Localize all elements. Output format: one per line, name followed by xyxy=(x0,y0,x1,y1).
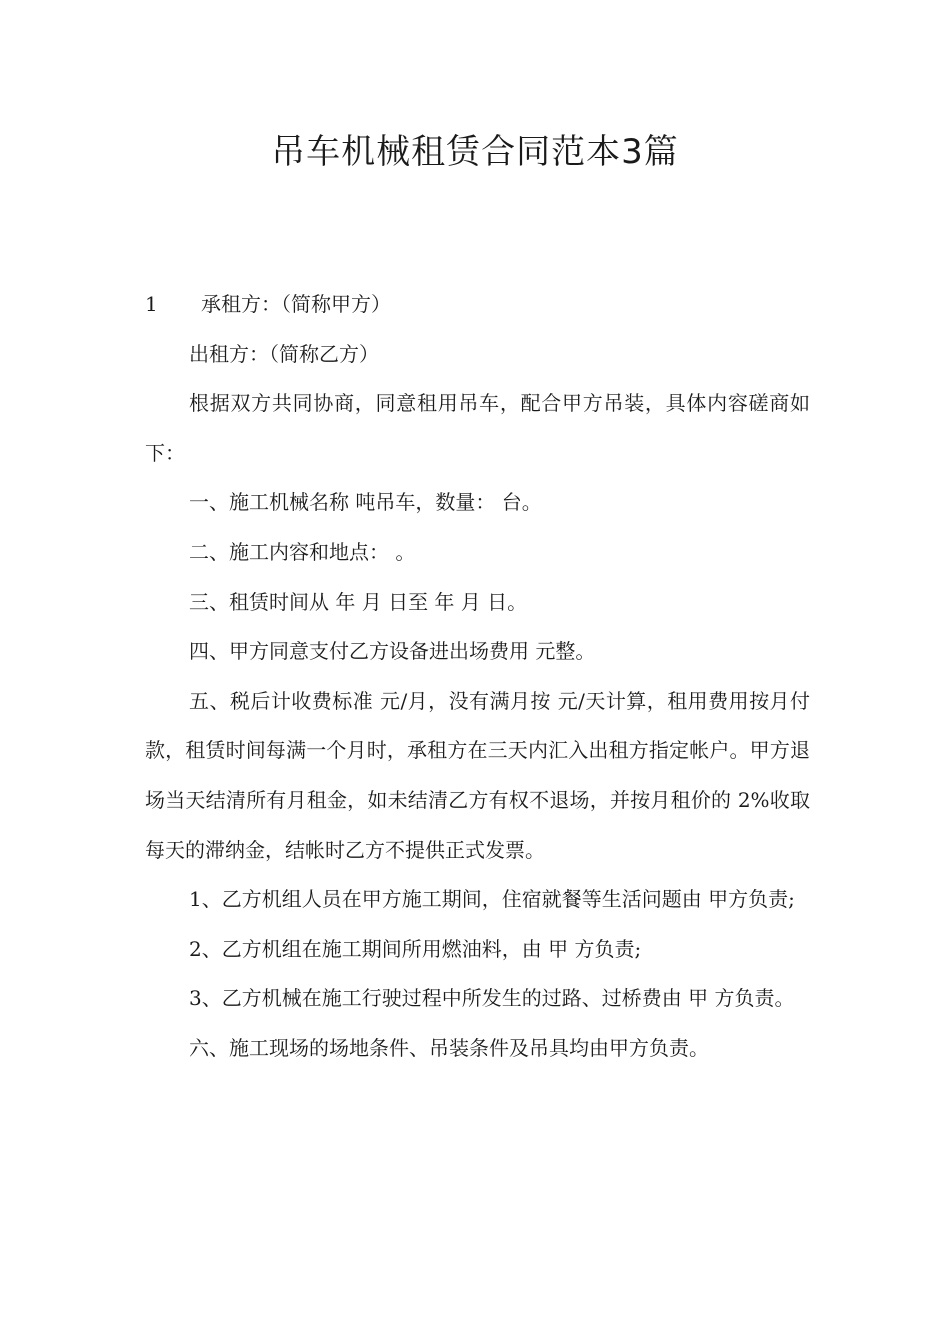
clause-6: 六、施工现场的场地条件、吊装条件及吊具均由甲方负责。 xyxy=(189,1035,709,1060)
clause-4: 四、甲方同意支付乙方设备进出场费用 元整。 xyxy=(189,639,596,664)
sub-clause-3: 3、乙方机械在施工行驶过程中所发生的过路、过桥费由 甲 方负责。 xyxy=(189,986,795,1011)
lessee-line xyxy=(145,280,810,330)
clause-1: 一、施工机械名称 吨吊车，数量： 台。 xyxy=(189,490,542,515)
clause-2: 二、施工内容和地点： 。 xyxy=(189,539,416,564)
intro-paragraph: 根据双方共同协商，同意租用吊车，配合甲方吊装，具体内容磋商如下： xyxy=(145,391,810,465)
document-body xyxy=(145,280,810,1074)
clause-5: 五、税后计收费标准 元/月，没有满月按 元/天计算，租用费用按月付款，租赁时间每满一个月时，承租方在三天内汇入出租方指定帐户。甲方退场当天结清所有月租金，如未结清乙方有权不退场，并按月租价的 2%收取每天的滞纳金，结帐时乙方不提供正式发票。 xyxy=(145,688,810,862)
document-title: 吊车机械租赁合同范本3篇 xyxy=(271,132,679,172)
section-number: 1 xyxy=(145,292,158,316)
sub-clause-1: 1、乙方机组人员在甲方施工期间，住宿就餐等生活问题由 甲方负责; xyxy=(189,887,795,912)
lessee-text: 承租方：（简称甲方） xyxy=(201,292,391,316)
lessor-line: 出租方：（简称乙方） xyxy=(189,341,379,366)
clause-3: 三、租赁时间从 年 月 日至 年 月 日。 xyxy=(189,589,528,614)
sub-clause-2: 2、乙方机组在施工期间所用燃油料，由 甲 方负责; xyxy=(189,936,642,961)
